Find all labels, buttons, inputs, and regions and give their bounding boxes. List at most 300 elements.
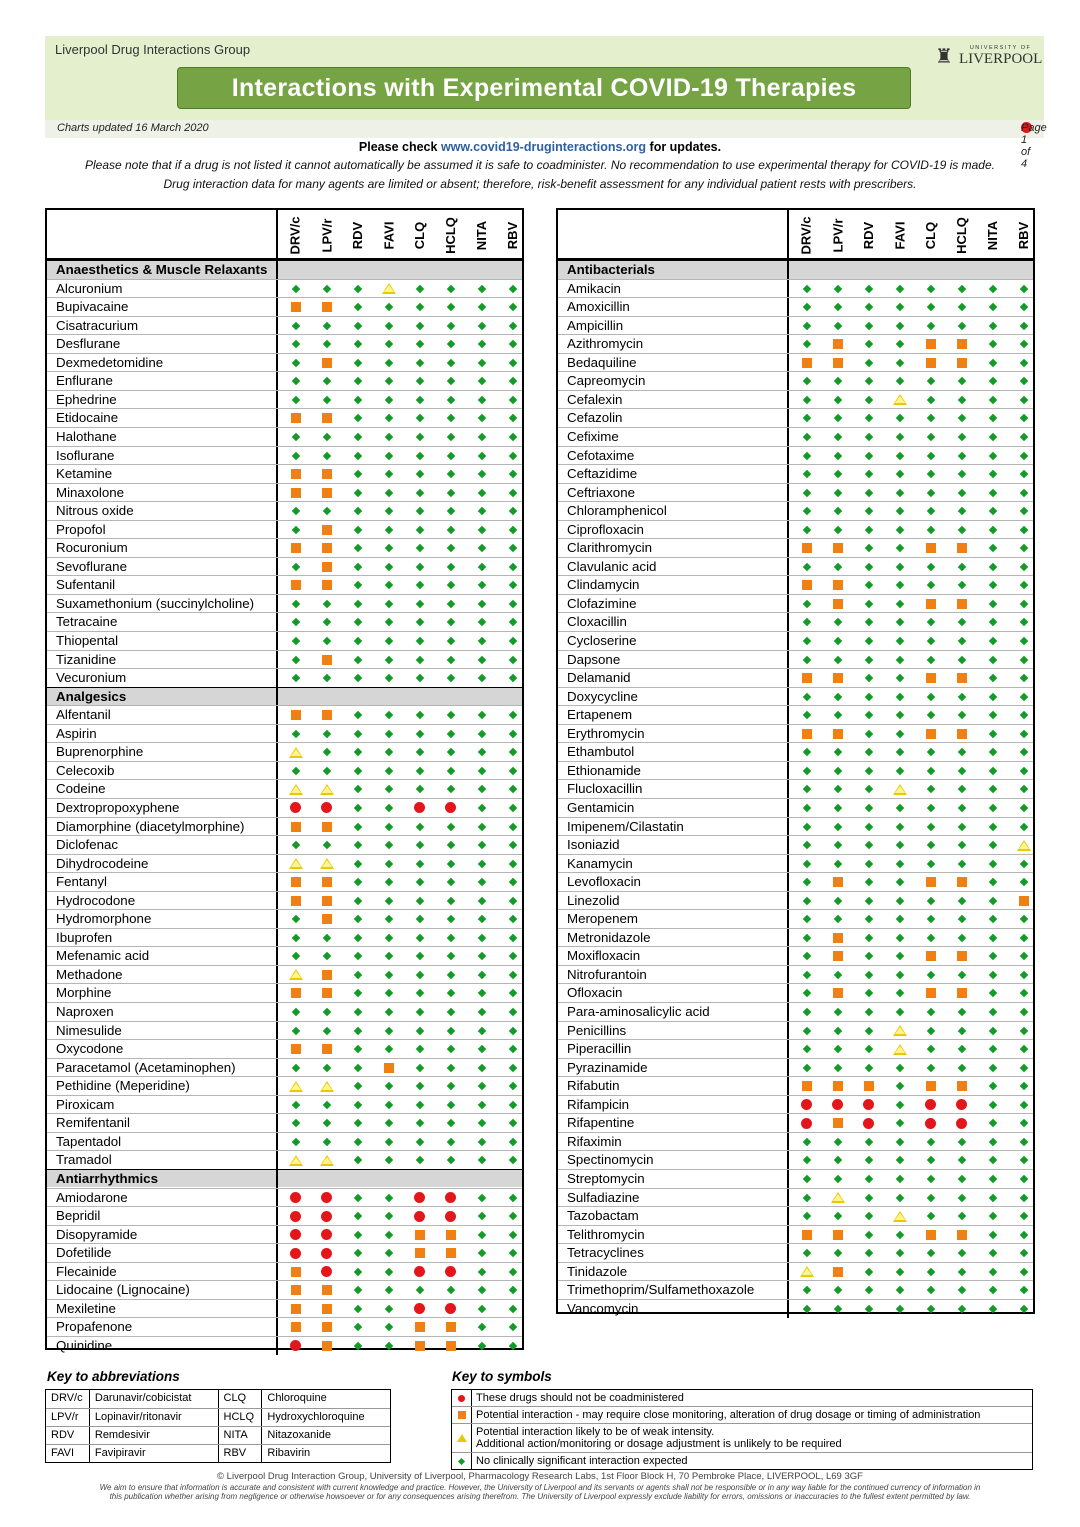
interaction-cell: [822, 1040, 853, 1058]
footer-copyright: © Liverpool Drug Interaction Group, University of Liverpool, Pharmacology Research Labs, 1st Floor Block H, 70 Pembroke Place, LIVERPOOL, L69 3GF: [217, 1471, 863, 1482]
no-interaction-icon: [322, 284, 330, 292]
drug-name: Alfentanil: [47, 706, 278, 724]
drug-name: Ceftazidime: [558, 465, 789, 483]
symbol-cell: [452, 1407, 472, 1423]
no-interaction-icon: [291, 1026, 299, 1034]
drug-row: [47, 1317, 522, 1336]
no-interaction-icon: [353, 470, 361, 478]
do-not-coadminister-icon: [445, 802, 456, 813]
interaction-cell: [435, 317, 466, 335]
no-interaction-icon: [353, 544, 361, 552]
drug-row: [47, 631, 522, 650]
no-interaction-icon: [988, 1119, 996, 1127]
no-interaction-icon: [353, 284, 361, 292]
no-interaction-icon: [833, 1026, 841, 1034]
interaction-cell: [822, 539, 853, 557]
no-interaction-icon: [864, 433, 872, 441]
interaction-cell: [884, 1077, 915, 1095]
no-interaction-icon: [957, 934, 965, 942]
interaction-cell: [311, 929, 342, 947]
no-interaction-icon: [353, 1045, 361, 1053]
interaction-cell: [404, 539, 435, 557]
no-interaction-icon: [446, 730, 454, 738]
interaction-cell: [946, 1281, 977, 1299]
weak-interaction-icon: [457, 1434, 467, 1442]
interaction-cell: [915, 447, 946, 465]
interaction-cell: [342, 836, 373, 854]
interaction-cell: [884, 465, 915, 483]
no-interaction-icon: [895, 767, 903, 775]
no-interaction-icon: [833, 396, 841, 404]
interaction-cell: [373, 1281, 404, 1299]
interaction-cell: [915, 465, 946, 483]
no-interaction-icon: [957, 1249, 965, 1257]
no-interaction-icon: [384, 1082, 392, 1090]
no-interaction-icon: [384, 767, 392, 775]
interaction-cell: [342, 1244, 373, 1262]
symbol-text: Potential interaction likely to be of weak intensity.: [476, 1426, 715, 1438]
interaction-cell: [466, 706, 497, 724]
no-interaction-icon: [926, 1156, 934, 1164]
no-interaction-icon: [353, 563, 361, 571]
no-interaction-icon: [384, 1230, 392, 1238]
interaction-cell: [915, 1151, 946, 1169]
no-interaction-icon: [833, 692, 841, 700]
no-interaction-icon: [895, 896, 903, 904]
no-interaction-icon: [353, 377, 361, 385]
do-not-coadminister-icon: [321, 1248, 332, 1259]
no-interaction-icon: [988, 711, 996, 719]
drug-name: Trimethoprim/Sulfamethoxazole: [558, 1281, 789, 1299]
no-interaction-icon: [508, 433, 516, 441]
no-interaction-icon: [895, 859, 903, 867]
no-interaction-icon: [833, 1045, 841, 1053]
interaction-cell: [915, 984, 946, 1002]
column-header: [884, 212, 915, 258]
interaction-cell: [791, 317, 822, 335]
drug-name: Tapentadol: [47, 1133, 278, 1151]
no-interaction-icon: [353, 1101, 361, 1109]
interaction-cell: [946, 688, 977, 706]
interaction-cell: [311, 762, 342, 780]
no-interaction-icon: [926, 1045, 934, 1053]
no-interaction-icon: [833, 563, 841, 571]
drug-row: [558, 408, 1033, 427]
interaction-cell: [822, 929, 853, 947]
interaction-cell: [977, 317, 1008, 335]
interaction-cell: [791, 354, 822, 372]
drug-row: [558, 668, 1033, 687]
interaction-cell: [822, 391, 853, 409]
no-interaction-icon: [926, 563, 934, 571]
interaction-cell: [915, 1114, 946, 1132]
no-interaction-icon: [833, 321, 841, 329]
interaction-cell: [311, 409, 342, 427]
no-interaction-icon: [864, 637, 872, 645]
drug-name: Desflurane: [47, 335, 278, 353]
no-interaction-icon: [802, 711, 810, 719]
interaction-cell: [915, 1059, 946, 1077]
interaction-cell: [791, 1133, 822, 1151]
drug-row: [47, 928, 522, 947]
interaction-cell: [342, 669, 373, 687]
interaction-cell: [311, 465, 342, 483]
interaction-cell: [915, 1133, 946, 1151]
no-interaction-icon: [477, 433, 485, 441]
footer-disclaimer-2: this publication whether arising from negligence or otherwise howsoever or for any consequences arising therefrom. The University of Liverpool expressly exclude liability for errors, omissions or inaccuracies to the fullest extent permitted by law.: [109, 1492, 971, 1501]
no-interaction-icon: [988, 303, 996, 311]
interaction-cell: [791, 1077, 822, 1095]
interaction-cell: [466, 298, 497, 316]
interaction-cell: [853, 984, 884, 1002]
no-interaction-icon: [833, 1138, 841, 1146]
no-interaction-icon: [864, 655, 872, 663]
interaction-cell: [466, 391, 497, 409]
no-interaction-icon: [1019, 1063, 1027, 1071]
interaction-cell: [915, 688, 946, 706]
no-interaction-icon: [322, 1026, 330, 1034]
symbol-cell: [452, 1390, 472, 1406]
no-interaction-icon: [988, 525, 996, 533]
interaction-cell: [822, 725, 853, 743]
interaction-cell: [853, 502, 884, 520]
interaction-cell: [373, 725, 404, 743]
drug-row: [47, 1299, 522, 1318]
no-interaction-icon: [384, 581, 392, 589]
interaction-cell: [977, 280, 1008, 298]
no-interaction-icon: [446, 859, 454, 867]
drug-name: Suxamethonium (succinylcholine): [47, 595, 278, 613]
interaction-cell: [884, 947, 915, 965]
interaction-cell: [373, 651, 404, 669]
interaction-cell: [1008, 521, 1039, 539]
no-interaction-icon: [322, 934, 330, 942]
no-interaction-icon: [477, 470, 485, 478]
interaction-cell: [280, 1040, 311, 1058]
symbol-cell: [452, 1424, 472, 1452]
no-interaction-icon: [988, 859, 996, 867]
interaction-cell: [1008, 1003, 1039, 1021]
no-interaction-icon: [322, 600, 330, 608]
interaction-cell: [791, 984, 822, 1002]
interaction-cell: [791, 910, 822, 928]
interaction-cell: [435, 298, 466, 316]
interaction-cell: [373, 1263, 404, 1281]
interaction-cell: [311, 1003, 342, 1021]
interaction-cell: [373, 484, 404, 502]
no-interaction-icon: [415, 340, 423, 348]
no-interaction-icon: [508, 822, 516, 830]
interaction-cell: [884, 1059, 915, 1077]
interaction-cell: [791, 502, 822, 520]
interaction-cell: [280, 1096, 311, 1114]
no-interaction-icon: [988, 785, 996, 793]
interaction-cell: [373, 1244, 404, 1262]
interaction-cell: [280, 873, 311, 891]
interaction-cell: [497, 1003, 528, 1021]
no-interaction-icon: [1019, 451, 1027, 459]
interaction-cell: [280, 1189, 311, 1207]
drug-name: Dexmedetomidine: [47, 354, 278, 372]
no-interaction-icon: [864, 340, 872, 348]
interaction-cell: [884, 1263, 915, 1281]
no-interaction-icon: [833, 785, 841, 793]
no-interaction-icon: [291, 1101, 299, 1109]
drug-name: Mefenamic acid: [47, 947, 278, 965]
interaction-cell: [915, 613, 946, 631]
no-interaction-icon: [1019, 1230, 1027, 1238]
no-interaction-icon: [1019, 804, 1027, 812]
no-interaction-icon: [1019, 488, 1027, 496]
no-interaction-icon: [508, 525, 516, 533]
interaction-cell: [1008, 966, 1039, 984]
interaction-cell: [280, 651, 311, 669]
no-interaction-icon: [1019, 767, 1027, 775]
no-interaction-icon: [864, 730, 872, 738]
interaction-cell: [822, 706, 853, 724]
interaction-cell: [466, 1337, 497, 1355]
no-interaction-icon: [988, 507, 996, 515]
interaction-cell: [791, 447, 822, 465]
interaction-cell: [791, 1022, 822, 1040]
interaction-cell: [280, 836, 311, 854]
no-interaction-icon: [988, 1138, 996, 1146]
interaction-cell: [435, 521, 466, 539]
no-interaction-icon: [1019, 711, 1027, 719]
interaction-cell: [946, 335, 977, 353]
interaction-cell: [915, 1022, 946, 1040]
no-interaction-icon: [864, 1305, 872, 1313]
interaction-cell: [853, 873, 884, 891]
no-interaction-icon: [477, 581, 485, 589]
potential-interaction-icon: [322, 914, 332, 924]
no-interaction-icon: [415, 1026, 423, 1034]
no-interaction-icon: [446, 600, 454, 608]
drug-row: [558, 928, 1033, 947]
no-interaction-icon: [508, 581, 516, 589]
drug-row: [47, 575, 522, 594]
no-interaction-icon: [988, 878, 996, 886]
interaction-cell: [373, 855, 404, 873]
no-interaction-icon: [957, 433, 965, 441]
no-interaction-icon: [353, 1008, 361, 1016]
interaction-cell: [373, 391, 404, 409]
no-interaction-icon: [833, 822, 841, 830]
no-interaction-icon: [446, 525, 454, 533]
drug-name: Nitrous oxide: [47, 502, 278, 520]
no-interaction-icon: [291, 730, 299, 738]
no-interaction-icon: [864, 841, 872, 849]
no-interaction-icon: [477, 377, 485, 385]
no-interaction-icon: [384, 340, 392, 348]
no-interaction-icon: [384, 1249, 392, 1257]
interaction-cell: [1008, 1281, 1039, 1299]
no-interaction-icon: [353, 1082, 361, 1090]
no-interaction-icon: [353, 896, 361, 904]
no-interaction-icon: [833, 451, 841, 459]
interaction-cell: [373, 836, 404, 854]
interaction-cell: [884, 706, 915, 724]
interaction-cell: [946, 1114, 977, 1132]
interaction-cell: [373, 447, 404, 465]
interaction-cell: [915, 1077, 946, 1095]
drug-row: [47, 1058, 522, 1077]
no-interaction-icon: [895, 841, 903, 849]
interaction-cell: [435, 984, 466, 1002]
interaction-cell: [373, 1318, 404, 1336]
interaction-cell: [791, 818, 822, 836]
interaction-cell: [373, 335, 404, 353]
do-not-coadminister-icon: [321, 802, 332, 813]
no-interaction-icon: [415, 377, 423, 385]
interaction-cell: [853, 1133, 884, 1151]
interaction-cell: [342, 558, 373, 576]
drug-row: [558, 1243, 1033, 1262]
drug-name: Cloxacillin: [558, 613, 789, 631]
interaction-cell: [915, 966, 946, 984]
interaction-cell: [1008, 947, 1039, 965]
interaction-cell: [404, 558, 435, 576]
drug-row: [558, 464, 1033, 483]
no-interaction-icon: [957, 767, 965, 775]
no-interaction-icon: [802, 525, 810, 533]
interaction-cell: [791, 706, 822, 724]
drug-name: Lidocaine (Lignocaine): [47, 1281, 278, 1299]
drug-name: Levofloxacin: [558, 873, 789, 891]
interaction-cell: [280, 947, 311, 965]
interaction-cell: [404, 521, 435, 539]
interaction-cell: [853, 780, 884, 798]
no-interaction-icon: [802, 618, 810, 626]
interaction-cell: [884, 558, 915, 576]
interaction-cell: [342, 910, 373, 928]
no-interaction-icon: [477, 748, 485, 756]
interaction-cell: [884, 1170, 915, 1188]
no-interaction-icon: [384, 488, 392, 496]
no-interaction-icon: [415, 396, 423, 404]
interaction-cell: [497, 576, 528, 594]
interaction-cell: [435, 428, 466, 446]
drug-row: [47, 1280, 522, 1299]
no-interaction-icon: [864, 1063, 872, 1071]
interaction-cell: [791, 651, 822, 669]
no-interaction-icon: [833, 1063, 841, 1071]
interaction-cell: [977, 984, 1008, 1002]
interaction-cell: [853, 576, 884, 594]
logo-big-text: LIVERPOOL: [958, 50, 1043, 67]
drug-name: Cefazolin: [558, 409, 789, 427]
column-header: [915, 212, 946, 258]
interaction-cell: [791, 558, 822, 576]
interaction-cell: [946, 632, 977, 650]
no-interaction-icon: [864, 1249, 872, 1257]
interaction-cell: [280, 1003, 311, 1021]
no-interaction-icon: [353, 433, 361, 441]
interaction-cell: [853, 1226, 884, 1244]
interaction-cell: [435, 335, 466, 353]
no-interaction-icon: [446, 989, 454, 997]
drug-name: Diamorphine (diacetylmorphine): [47, 818, 278, 836]
interaction-cell: [466, 651, 497, 669]
website-link[interactable]: www.covid19-druginteractions.org: [440, 140, 647, 154]
interaction-cell: [853, 966, 884, 984]
no-interaction-icon: [415, 767, 423, 775]
interaction-cell: [853, 558, 884, 576]
no-interaction-icon: [895, 1175, 903, 1183]
no-interaction-icon: [988, 804, 996, 812]
interaction-cell: [915, 484, 946, 502]
drug-row: [47, 427, 522, 446]
no-interaction-icon: [957, 451, 965, 459]
interaction-cell: [977, 1077, 1008, 1095]
drug-row: [47, 891, 522, 910]
interaction-cell: [280, 354, 311, 372]
no-interaction-icon: [446, 303, 454, 311]
interaction-cell: [435, 836, 466, 854]
interaction-cell: [946, 1077, 977, 1095]
interaction-cell: [342, 521, 373, 539]
interaction-cell: [853, 799, 884, 817]
no-interaction-icon: [384, 952, 392, 960]
drug-row: [558, 279, 1033, 298]
interaction-cell: [497, 595, 528, 613]
column-header: [1008, 212, 1039, 258]
interaction-cell: [280, 391, 311, 409]
interaction-cell: [791, 1189, 822, 1207]
drug-name: Kanamycin: [558, 855, 789, 873]
interaction-cell: [1008, 1226, 1039, 1244]
no-interaction-icon: [833, 618, 841, 626]
interaction-cell: [853, 1114, 884, 1132]
interaction-cell: [311, 613, 342, 631]
interaction-cell: [311, 947, 342, 965]
no-interaction-icon: [384, 1267, 392, 1275]
potential-interaction-icon: [291, 710, 301, 720]
no-interaction-icon: [957, 488, 965, 496]
no-interaction-icon: [322, 730, 330, 738]
no-interaction-icon: [895, 470, 903, 478]
interaction-cell: [884, 576, 915, 594]
no-interaction-icon: [802, 488, 810, 496]
drug-row: [558, 1095, 1033, 1114]
drug-name: Meropenem: [558, 910, 789, 928]
interaction-cell: [1008, 910, 1039, 928]
interaction-cell: [404, 465, 435, 483]
no-interaction-icon: [477, 544, 485, 552]
no-interaction-icon: [895, 488, 903, 496]
drug-row: [558, 705, 1033, 724]
interaction-cell: [373, 1096, 404, 1114]
no-interaction-icon: [895, 1305, 903, 1313]
interaction-cell: [853, 335, 884, 353]
interaction-cell: [977, 799, 1008, 817]
interaction-cell: [280, 317, 311, 335]
drug-row: [558, 650, 1033, 669]
no-interaction-icon: [1019, 600, 1027, 608]
interaction-cell: [342, 354, 373, 372]
interaction-cell: [822, 613, 853, 631]
interaction-cell: [466, 1022, 497, 1040]
no-interaction-icon: [895, 451, 903, 459]
interaction-cell: [822, 1096, 853, 1114]
interaction-cell: [466, 836, 497, 854]
no-interaction-icon: [864, 822, 872, 830]
no-interaction-icon: [1019, 915, 1027, 923]
drug-row: [558, 1076, 1033, 1095]
interaction-cell: [311, 984, 342, 1002]
no-interaction-icon: [864, 1156, 872, 1164]
no-interaction-icon: [477, 1008, 485, 1016]
